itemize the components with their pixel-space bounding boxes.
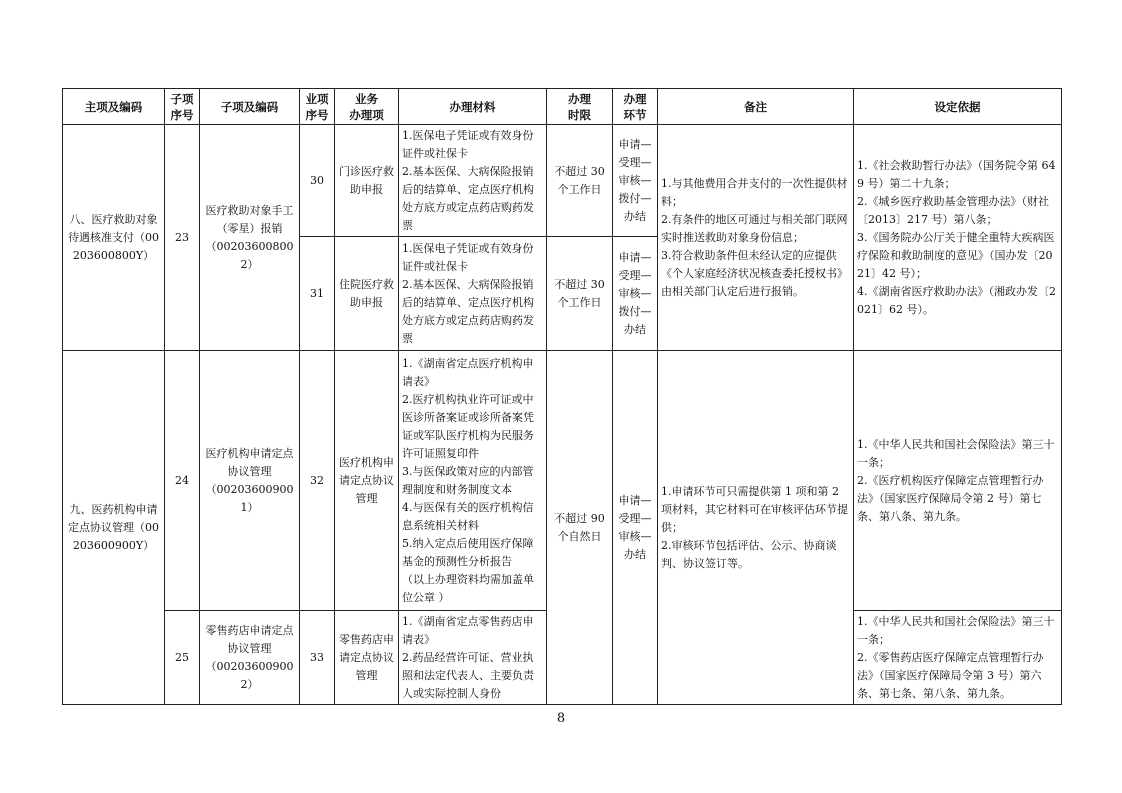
table-row (63, 125, 1062, 237)
business-item-cell: 医疗机构申请定点协议管理 (335, 351, 399, 611)
basis-cell: 1.《中华人民共和国社会保险法》第三十一条； 2.《零售药店医疗保障定点管理暂行办法》（国家医疗保障局令第 3 号）第六条、第七条、第八条、第九条。 (854, 611, 1062, 705)
header-remark: 备注 (658, 89, 854, 125)
steps-cell: 申请—受理—审核—拨付—办结 (613, 237, 658, 351)
main-item-cell: 九、医药机构申请定点协议管理（00203600900Y） (63, 351, 165, 705)
materials-cell: 1.《湖南省定点零售药店申请表》 2.药品经营许可证、营业执照和法定代表人、主要负责人或实际控制人身份 (399, 611, 547, 705)
materials-cell: 1.《湖南省定点医疗机构申请表》 2.医疗机构执业许可证或中医诊所备案证或诊所备案凭证或军队医疗机构为民服务许可证照复印件 3.与医保政策对应的内部管理制度和财务制度文本 4.与医保有关的医疗机构信息系统相关材料 5.纳入定点后使用医疗保障基金的预测性分析报告 （以上办理资料均需加盖单位公章 ） (399, 351, 547, 611)
sub-item-cell: 医疗机构申请定点协议管理 （002036009001） (200, 351, 300, 611)
header-business-item: 业务 办理项 (335, 89, 399, 125)
basis-cell: 1.《中华人民共和国社会保险法》第三十一条； 2.《医疗机构医疗保障定点管理暂行办法》（国家医疗保障局令第 2 号）第七条、第八条、第九条。 (854, 351, 1062, 611)
header-steps: 办理 环节 (613, 89, 658, 125)
materials-cell: 1.医保电子凭证或有效身份证件或社保卡 2.基本医保、大病保险报销后的结算单、定点医疗机构处方底方或定点药店购药发票 (399, 125, 547, 237)
sub-item-cell: 零售药店申请定点协议管理 （002036009002） (200, 611, 300, 705)
business-no-cell: 32 (300, 351, 335, 611)
service-items-table (62, 88, 1062, 705)
sub-no-cell: 25 (165, 611, 200, 705)
time-limit-cell: 不超过 90 个自然日 (547, 351, 613, 705)
header-business-no: 业项 序号 (300, 89, 335, 125)
sub-no-cell: 24 (165, 351, 200, 611)
steps-cell: 申请—受理—审核—拨付—办结 (613, 125, 658, 237)
header-row (63, 89, 1062, 125)
header-materials: 办理材料 (399, 89, 547, 125)
header-basis: 设定依据 (854, 89, 1062, 125)
business-no-cell: 33 (300, 611, 335, 705)
header-sub-item: 子项及编码 (200, 89, 300, 125)
header-main-item: 主项及编码 (63, 89, 165, 125)
business-item-cell: 门诊医疗救助申报 (335, 125, 399, 237)
business-item-cell: 住院医疗救助申报 (335, 237, 399, 351)
steps-cell: 申请—受理—审核—办结 (613, 351, 658, 705)
basis-cell: 1.《社会救助暂行办法》（国务院令第 649 号）第二十九条； 2.《城乡医疗救助基金管理办法》（财社〔2013〕217 号）第八条； 3.《国务院办公厅关于健全重特大疾病医疗保险和救助制度的意见》（国办发〔2021〕42 号）； 4.《湖南省医疗救助办法》（湘政办发〔2021〕62 号）。 (854, 125, 1062, 351)
remark-cell: 1.与其他费用合并支付的一次性提供材料； 2.有条件的地区可通过与相关部门联网实时推送救助对象身份信息； 3.符合救助条件但未经认定的应提供《个人家庭经济状况核查委托授权书》由相关部门认定后进行报销。 (658, 125, 854, 351)
sub-no-cell: 23 (165, 125, 200, 351)
materials-cell: 1.医保电子凭证或有效身份证件或社保卡 2.基本医保、大病保险报销后的结算单、定点医疗机构处方底方或定点药店购药发票 (399, 237, 547, 351)
business-no-cell: 30 (300, 125, 335, 237)
business-item-cell: 零售药店申请定点协议管理 (335, 611, 399, 705)
time-limit-cell: 不超过 30 个工作日 (547, 125, 613, 237)
main-item-cell: 八、医疗救助对象待遇核准支付（00203600800Y） (63, 125, 165, 351)
sub-item-cell: 医疗救助对象手工（零星）报销 （002036008002） (200, 125, 300, 351)
time-limit-cell: 不超过 30 个工作日 (547, 237, 613, 351)
remark-cell: 1.申请环节可只需提供第 1 项和第 2 项材料，其它材料可在审核评估环节提供； 2.审核环节包括评估、公示、协商谈判、协议签订等。 (658, 351, 854, 705)
business-no-cell: 31 (300, 237, 335, 351)
header-sub-no: 子项 序号 (165, 89, 200, 125)
page-number: 8 (556, 711, 566, 726)
table-row (63, 351, 1062, 611)
header-time-limit: 办理 时限 (547, 89, 613, 125)
